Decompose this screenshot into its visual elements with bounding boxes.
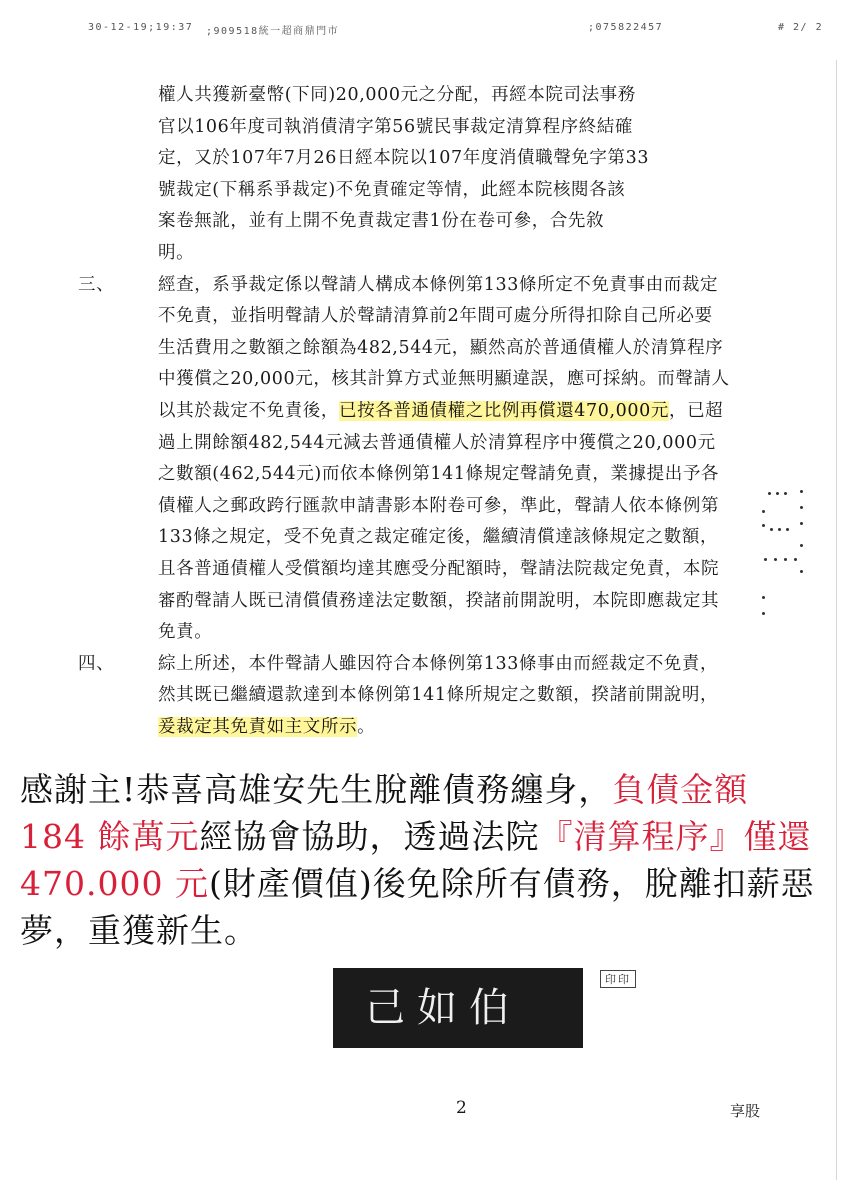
- page-number: 2: [456, 1098, 467, 1118]
- section-three-number: 三、: [78, 274, 115, 295]
- fax-page-count: # 2/ 2: [778, 22, 824, 33]
- fax-header: [0, 22, 848, 38]
- section-four-paragraph: [78, 649, 730, 744]
- caption-assistance: 經協會協助，透過法院: [199, 817, 540, 856]
- opening-line: 案卷無訛，並有上開不免責裁定書1份在卷可參，合先敘: [158, 211, 605, 232]
- testimonial-caption: [20, 766, 820, 954]
- margin-hole-marks: [760, 488, 810, 618]
- caption-thanks: 感謝主!恭喜高雄安先生脫離債務纏身，: [20, 770, 613, 809]
- seal-lettering: 己如伯: [365, 985, 521, 1031]
- section-three-text-b: ，已超過上開餘額482,544元減去普通債權人於清算程序中獲償之20,000元之數額(462,544元)而依本條例第141條規定聲請免責，業據提出予各債權人之郵政跨行匯款申請書影本附卷可參，準此，聲請人依本條例第133條之規定，受不免責之裁定確定後，繼續清償達該條規定之數額，且各普通債權人受償額均達其應受分配額時，聲請法院裁定免責，本院審酌聲請人既已清償債務達法定數額，揆諸前開說明，本院即應裁定其免責。: [158, 400, 724, 643]
- opening-line: 號裁定(下稱系爭裁定)不免責確定等情，此經本院核閱各該: [158, 179, 626, 200]
- fax-sender: ;909518統一超商鼎門市: [206, 26, 340, 37]
- caption-outcome: (財產價值)後免除所有債務，脫離扣薪惡夢，重獲新生。: [20, 864, 815, 950]
- opening-paragraph: [118, 80, 730, 270]
- opening-line: 權人共獲新臺幣(下同)20,000元之分配，再經本院司法事務: [158, 85, 636, 105]
- discharge-highlight: 爰裁定其免責如主文所示: [158, 716, 358, 737]
- seal-side-mark: 印印: [600, 970, 636, 988]
- caption-repayment: 『清算程序』僅還 470.000 元: [20, 817, 812, 903]
- opening-line: 明。: [158, 242, 195, 263]
- fax-date: 30-12-19;19:37: [88, 22, 194, 33]
- section-four-text-a: 綜上所述，本件聲請人雖因符合本條例第133條事由而經裁定不免責，然其既已繼續還款達到本條例第141條所規定之數額，揆諸前開說明，: [158, 653, 719, 706]
- court-seal-stamp: [333, 968, 583, 1048]
- opening-line: 定，又於107年7月26日經本院以107年度消債職聲免字第33: [158, 148, 650, 169]
- scan-edge-line: [836, 60, 837, 1180]
- section-four-text-b: 。: [357, 716, 376, 737]
- court-ruling-text: [78, 80, 730, 743]
- caption-debt-amount: 負債金額 184 餘萬元: [20, 770, 749, 856]
- repayment-highlight: 已按各普通債權之比例再償還470,000元: [339, 400, 669, 421]
- section-three-text-a: 經查，系爭裁定係以聲請人構成本條例第133條所定不免責事由而裁定不免責，並指明聲請人於聲請清算前2年間可處分所得扣除自己所必要生活費用之數額之餘額為482,544元，顯然高於普通債權人於清算程序中獲償之20,000元，核其計算方式並無明顯違誤，應可採納。而聲請人以其於裁定不免責後，: [158, 274, 730, 421]
- section-three-paragraph: [78, 270, 730, 649]
- section-four-number: 四、: [78, 653, 115, 674]
- fax-number: ;075822457: [588, 22, 664, 33]
- opening-line: 官以106年度司執消債清字第56號民事裁定清算程序終結確: [158, 116, 633, 137]
- footer-mark: 享股: [730, 1102, 761, 1120]
